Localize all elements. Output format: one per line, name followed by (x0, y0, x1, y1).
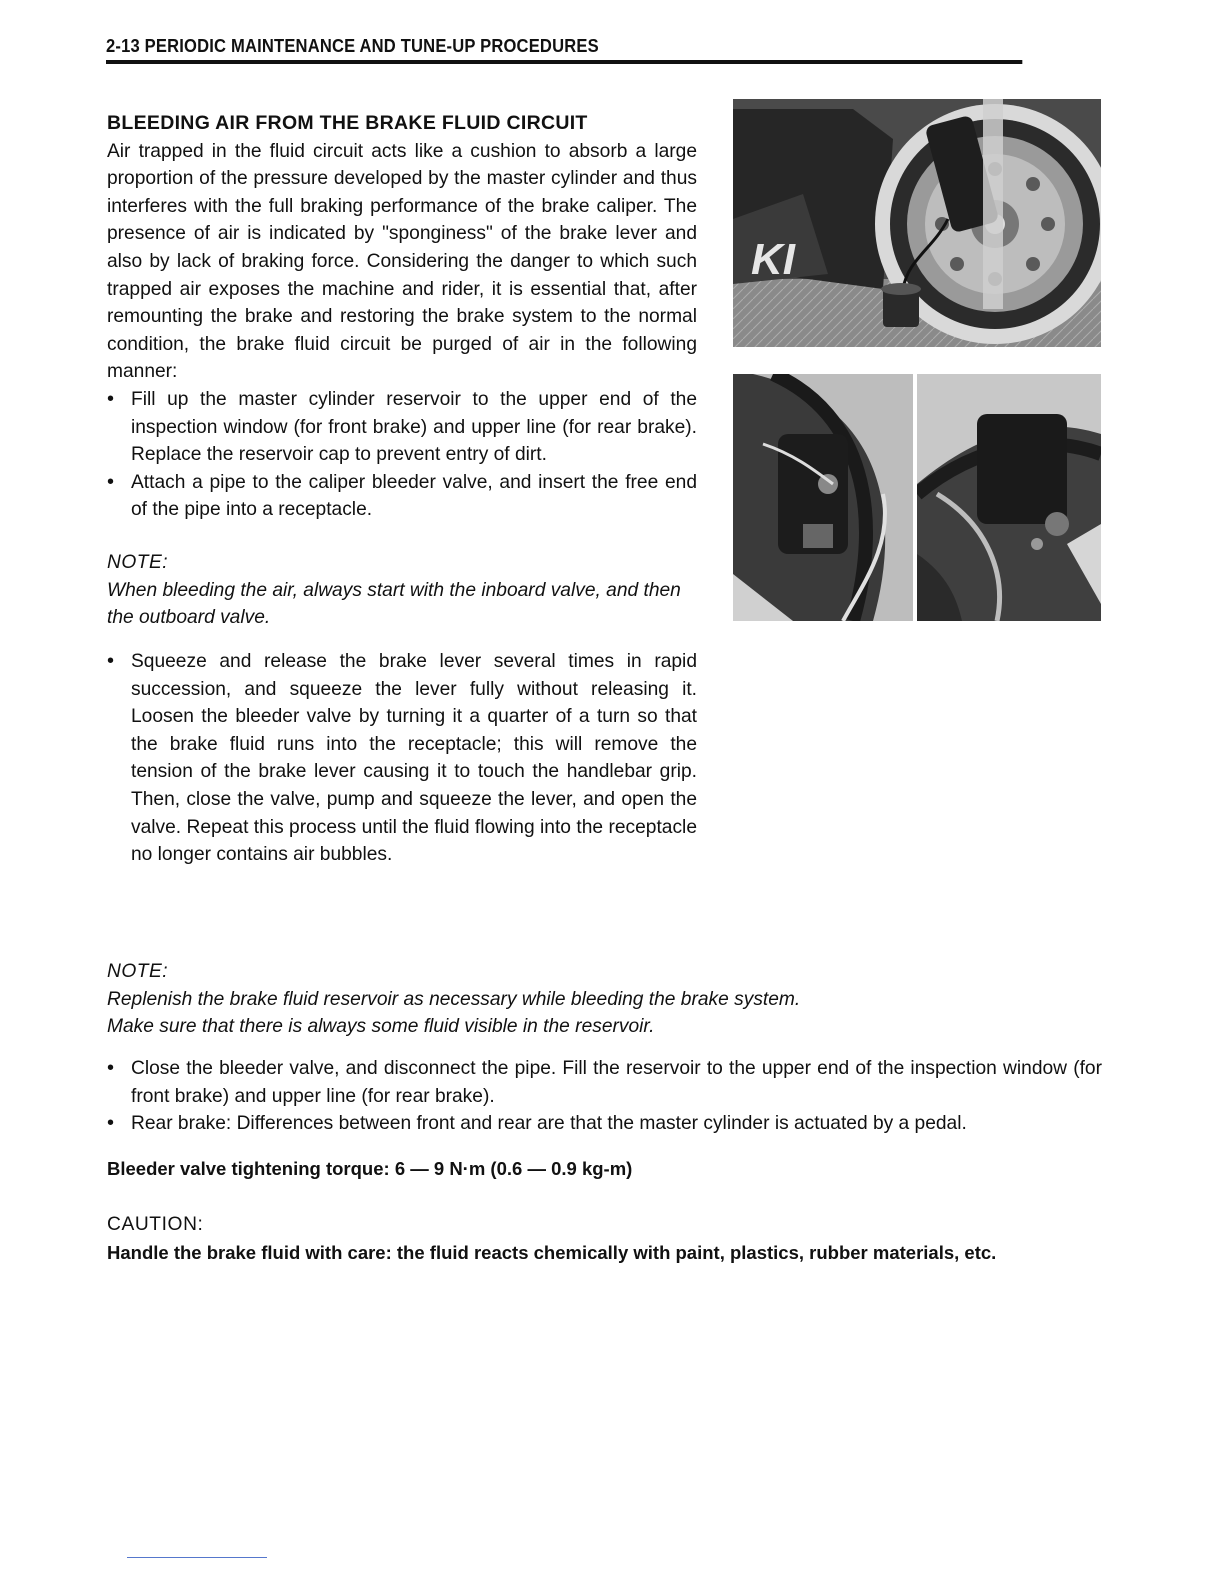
list-item: • Rear brake: Differences between front and rear are that the master cylinder is actuated by a pedal. (107, 1110, 1102, 1138)
photo-front-wheel (733, 99, 1101, 347)
steps-list-2 (107, 648, 697, 869)
steps-block-3 (107, 1055, 1102, 1138)
intro-paragraph: Air trapped in the fluid circuit acts like a cushion to absorb a large proportion of the pressure developed by the master cylinder and thus interferes with the full braking performance of the brake caliper. The presence of air is indicated by "sponginess" of the brake lever and also by lack of braking force. Considering the danger to which such trapped air exposes the machine and rider, it is essential that, after remounting the brake and restoring the brake system to the normal condition, the brake fluid circuit be purged of air in the following manner: (107, 140, 697, 383)
caliper-left-illustration (733, 374, 913, 621)
fairing-logo-text: KI (751, 235, 795, 284)
page-header: 2-13 PERIODIC MAINTENANCE AND TUNE-UP PROCEDURES (106, 36, 1022, 64)
note-text-line: Replenish the brake fluid reservoir as necessary while bleeding the brake system. (107, 988, 801, 1010)
note-label: NOTE: (107, 961, 169, 982)
caution-label: CAUTION: (107, 1214, 204, 1235)
list-item: • Attach a pipe to the caliper bleeder valve, and insert the free end of the pipe into a receptacle. (107, 469, 697, 524)
steps-block-2 (107, 648, 697, 869)
note-block-2 (107, 958, 1107, 1041)
photo-caliper-right (917, 374, 1101, 621)
photo-caliper-left (733, 374, 913, 621)
section-title: BLEEDING AIR FROM THE BRAKE FLUID CIRCUIT (107, 112, 588, 134)
note-block-1 (107, 549, 697, 632)
main-column (107, 110, 697, 524)
caution-block (107, 1211, 1107, 1266)
caliper-right-illustration (917, 374, 1101, 621)
list-item: • Close the bleeder valve, and disconnect the pipe. Fill the reservoir to the upper end of the inspection window (for front brake) and upper line (for rear brake). (107, 1055, 1102, 1110)
steps-list-1 (107, 386, 697, 524)
front-wheel-illustration (733, 99, 1101, 347)
note-label: NOTE: (107, 552, 169, 573)
caution-text: Handle the brake fluid with care: the fluid reacts chemically with paint, plastics, rubber materials, etc. (107, 1241, 997, 1263)
torque-spec: Bleeder valve tightening torque: 6 — 9 N·m (0.6 — 0.9 kg-m) (107, 1158, 633, 1179)
note-text: When bleeding the air, always start with the inboard valve, and then the outboard valve. (107, 579, 681, 629)
list-item: • Squeeze and release the brake lever several times in rapid succession, and squeeze the lever fully without releasing it. Loosen the bleeder valve by turning it a quarter of a turn so that the brake fluid runs into the receptacle; this will remove the tension of the brake lever causing it to touch the handlebar grip. Then, close the valve, pump and squeeze the lever, and open the valve. Repeat this process until the fluid flowing into the receptacle no longer contains air bubbles. (107, 648, 697, 869)
footer-rule (127, 1557, 267, 1558)
list-item: • Fill up the master cylinder reservoir to the upper end of the inspection window (for front brake) and upper line (for rear brake). Replace the reservoir cap to prevent entry of dirt. (107, 386, 697, 469)
steps-list-3 (107, 1055, 1102, 1138)
note-text-line: Make sure that there is always some fluid visible in the reservoir. (107, 1016, 655, 1038)
